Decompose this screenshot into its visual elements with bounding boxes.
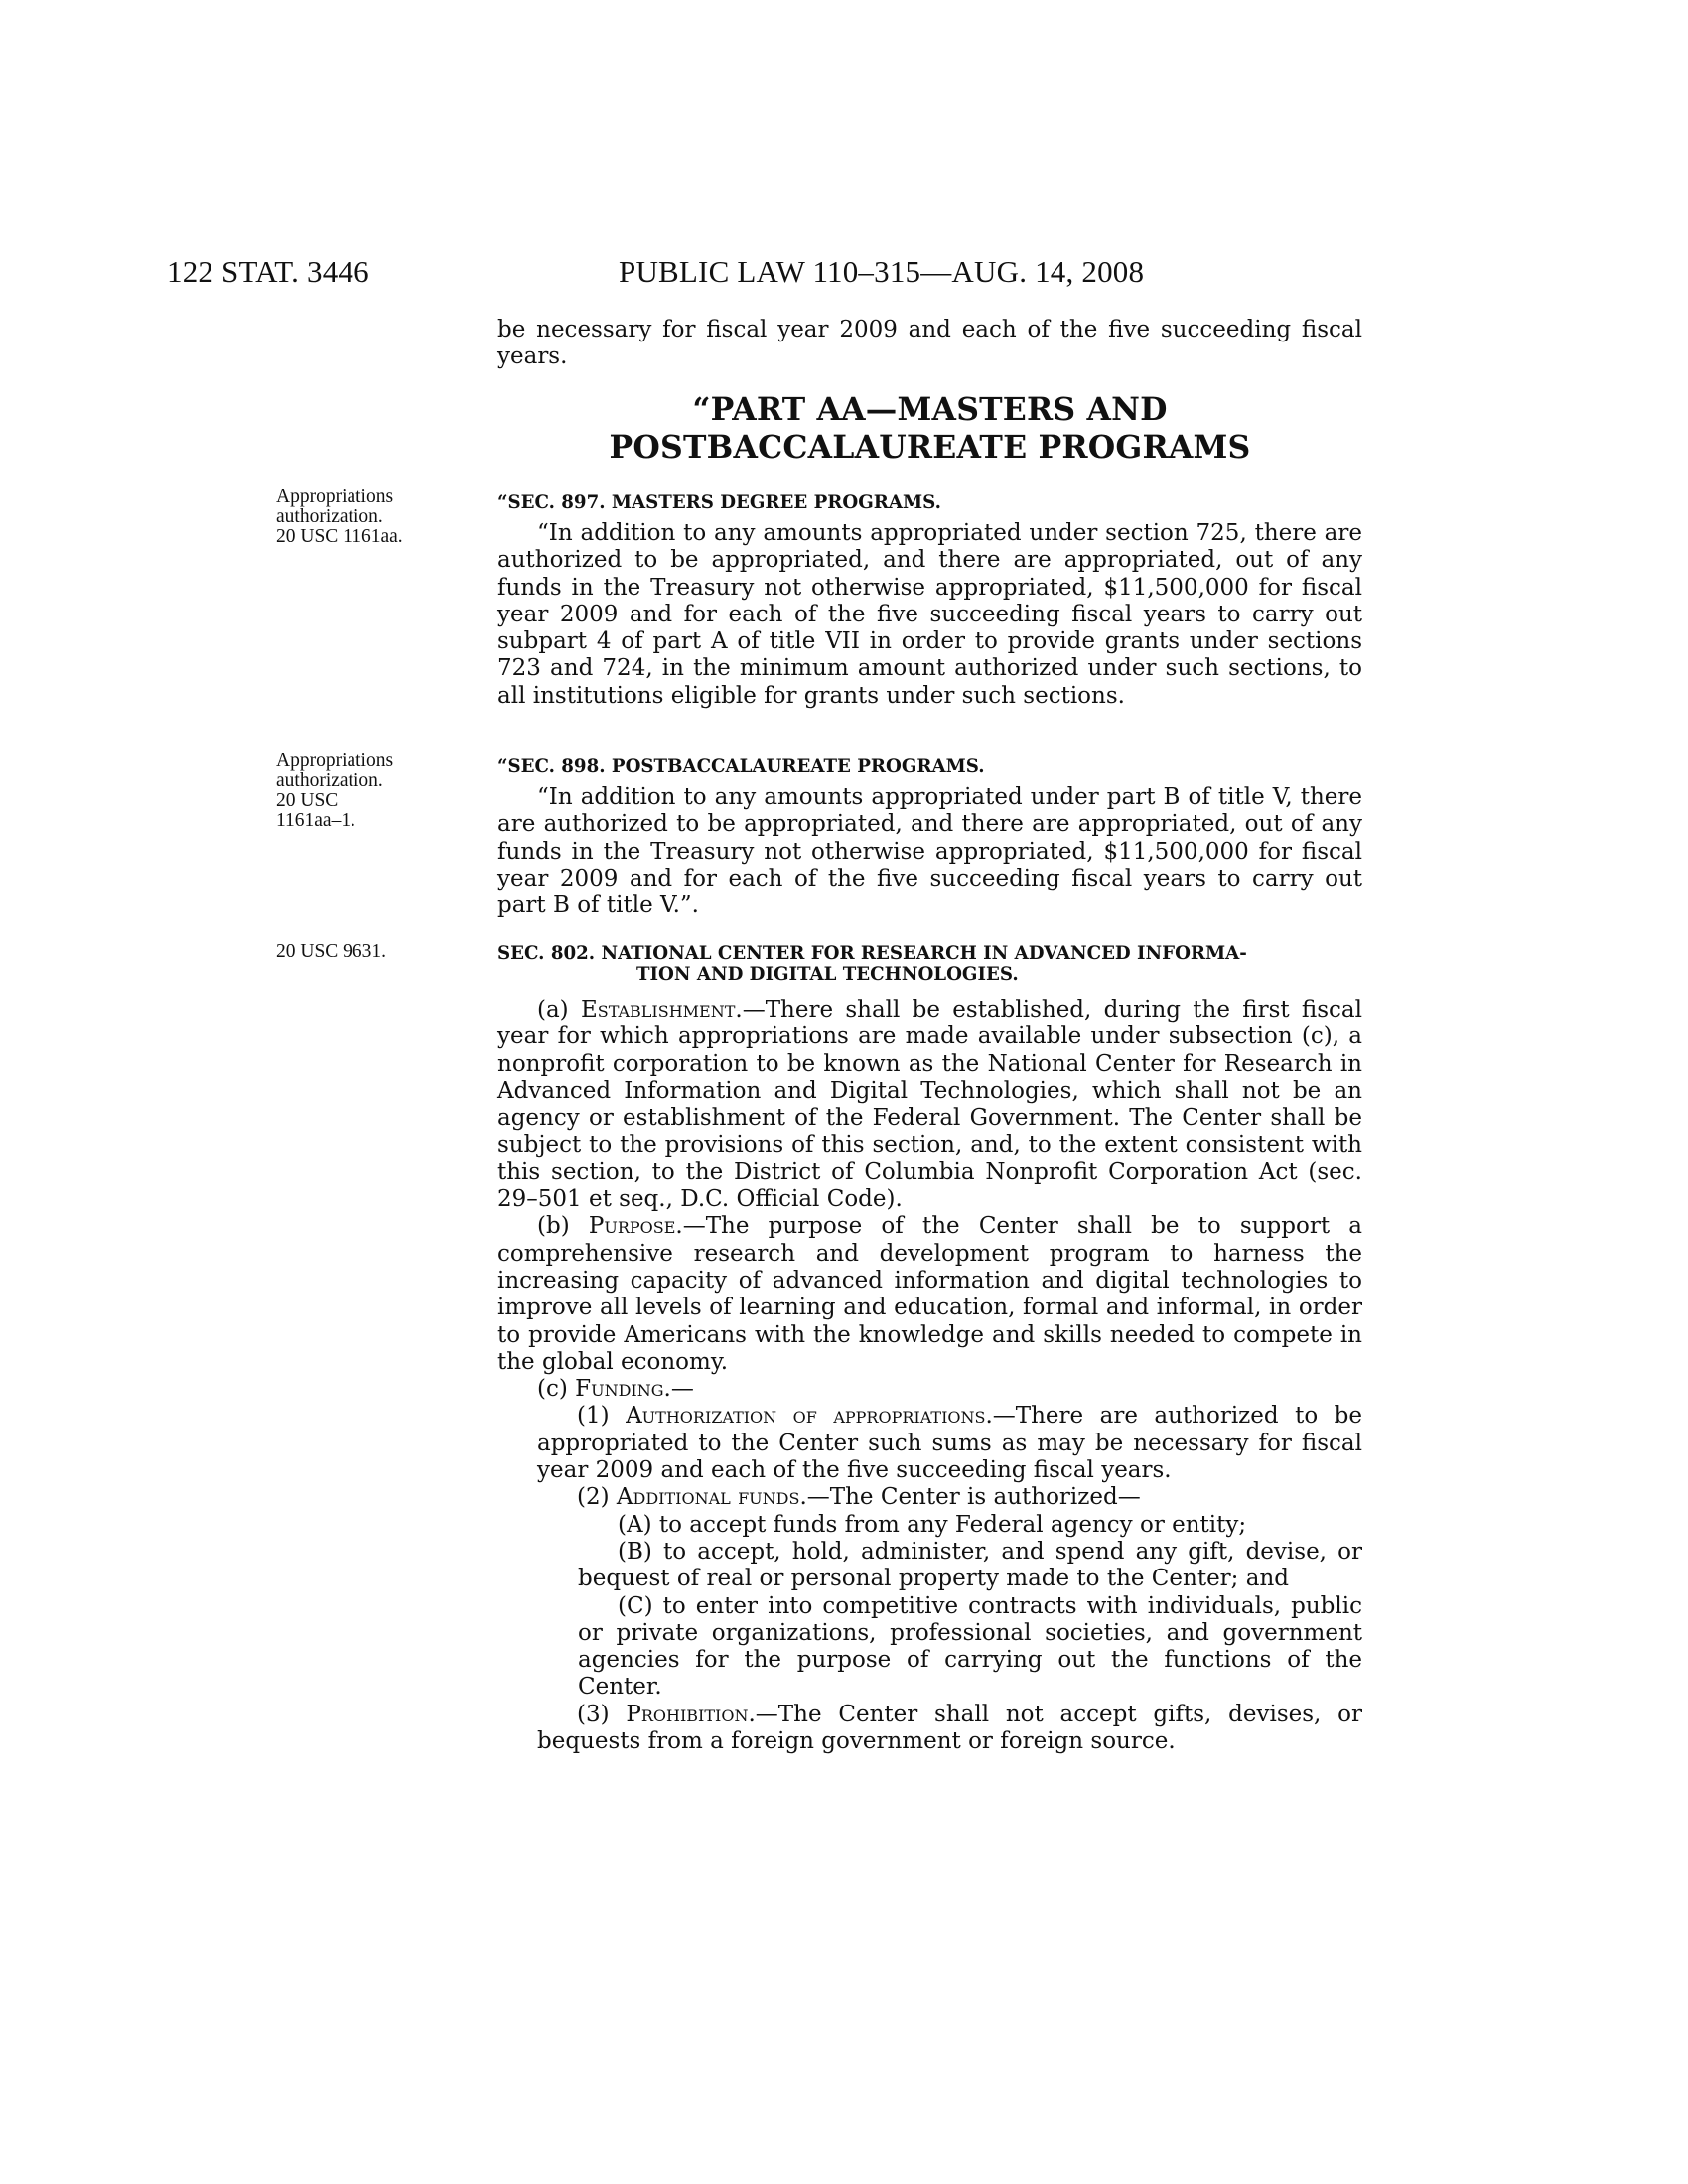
margin-note-line: Appropriations: [276, 751, 394, 771]
intro-text: be necessary for fiscal year 2009 and each of the five succeeding fiscal years.: [497, 317, 1362, 370]
paragraph-text: .—There are authorized to be appropriated to the Center such sums as may be necessary for fiscal year 2009 and each of the five succeeding fiscal years.: [537, 1403, 1363, 1484]
subsection-caption: Establishment: [580, 997, 736, 1023]
subsection-a: [497, 997, 1362, 1213]
subparagraph-c2A: (A) to accept funds from any Federal agency or entity;: [618, 1511, 1247, 1538]
margin-note-line: Appropriations: [276, 486, 394, 507]
paragraph-text: .—The Center shall not accept gifts, devises, or bequests from a foreign government or foreign source.: [537, 1701, 1362, 1755]
margin-note-line: 20 USC 1161aa.: [276, 526, 403, 547]
paragraph-c1: [497, 1403, 1362, 1484]
paragraph-label: (2): [577, 1484, 617, 1511]
subsection-text: .—: [663, 1376, 694, 1403]
sec898-paragraph: “In addition to any amounts appropriated under part B of title V, there are authorized to be appropriated, and there are appropriated, out of any funds in the Treasury not otherwise appropriated, $11,500,000 for fiscal year 2009 and for each of the five succeeding fiscal years to carry out part B of title V.”.: [497, 784, 1362, 919]
part-heading-line2: POSTBACCALAUREATE PROGRAMS: [609, 429, 1251, 466]
paragraph-c3: [497, 1702, 1362, 1756]
paragraph-caption: Authorization of appropriations: [626, 1403, 986, 1430]
sec898-heading: “SEC. 898. POSTBACCALAUREATE PROGRAMS.: [497, 756, 985, 777]
subparagraph-c2C: (C) to enter into competitive contracts with individuals, public or private organizations, professional societies, and government agencies for the purpose of carrying out the functions of the Center.: [578, 1592, 1362, 1701]
paragraph-label: (3): [577, 1701, 627, 1727]
subsection-label: (a): [537, 997, 581, 1023]
margin-note-line: authorization.: [276, 506, 383, 527]
part-heading: [497, 391, 1362, 467]
subsection-caption: Funding: [575, 1376, 664, 1403]
subsection-label: (b): [537, 1213, 589, 1240]
intro-paragraph: [497, 317, 1362, 371]
paragraph-c2: [497, 1484, 1362, 1511]
subparagraph-c2B: (B) to accept, hold, administer, and spend any gift, devise, or bequest of real or personal property made to the Center; and: [578, 1538, 1362, 1592]
sec898-body: [497, 784, 1362, 919]
paragraph-caption: Additional funds: [616, 1484, 800, 1511]
margin-note-sec802: [276, 942, 475, 962]
sec897-body: [497, 520, 1362, 710]
paragraph-label: (1): [577, 1403, 627, 1430]
paragraph-text: .—The Center is authorized—: [799, 1484, 1141, 1511]
subsection-c: [497, 1376, 1362, 1403]
sec802-body: [497, 997, 1362, 1755]
margin-note-sec897: [276, 487, 475, 547]
part-heading-line1: “PART AA—MASTERS AND: [692, 391, 1168, 428]
subsection-label: (c): [537, 1376, 576, 1403]
subsection-b: [497, 1213, 1362, 1376]
margin-note-line: 1161aa–1.: [276, 810, 355, 831]
subsection-caption: Purpose: [588, 1213, 676, 1240]
subsection-text: .—There shall be established, during the first fiscal year for which appropriations are made available under subsection (c), a nonprofit corporation to be known as the National Center for Research in Advanced Information and Digital Technologies, which shall not be an agency or establishment of the Federal Government. The Center shall be subject to the provisions of this section, and, to the extent consistent with this section, to the District of Columbia Nonprofit Corporation Act (sec. 29–501 et seq., D.C. Official Code).: [497, 997, 1362, 1213]
margin-note-sec898: [276, 751, 475, 831]
sec802-heading: [497, 943, 1362, 985]
margin-note-line: 20 USC: [276, 790, 339, 811]
stat-page-number: 122 STAT. 3446: [167, 254, 369, 289]
subsection-text: .—The purpose of the Center shall be to support a comprehensive research and development program to harness the increasing capacity of advanced information and digital technologies to improve all levels of learning and education, formal and informal, in order to provide Americans with the knowledge and skills needed to compete in the global economy.: [497, 1213, 1362, 1375]
sec802-heading-line1: SEC. 802. NATIONAL CENTER FOR RESEARCH IN ADVANCED INFORMA-: [497, 943, 1247, 964]
sec897-paragraph: “In addition to any amounts appropriated under section 725, there are authorized to be appropriated, and there are appropriated, out of any funds in the Treasury not otherwise appropriated, $11,500,000 for fiscal year 2009 and for each of the five succeeding fiscal years to carry out subpart 4 of part A of title VII in order to provide grants under sections 723 and 724, in the minimum amount authorized under such sections, to all institutions eligible for grants under such sections.: [497, 520, 1362, 709]
paragraph-caption: Prohibition: [626, 1701, 749, 1727]
margin-note-line: authorization.: [276, 770, 383, 791]
sec802-heading-line2: TION AND DIGITAL TECHNOLOGIES.: [636, 964, 1019, 985]
running-header-title: PUBLIC LAW 110–315—AUG. 14, 2008: [619, 254, 1145, 289]
sec897-heading: “SEC. 897. MASTERS DEGREE PROGRAMS.: [497, 492, 941, 513]
margin-note-line: 20 USC 9631.: [276, 941, 387, 962]
